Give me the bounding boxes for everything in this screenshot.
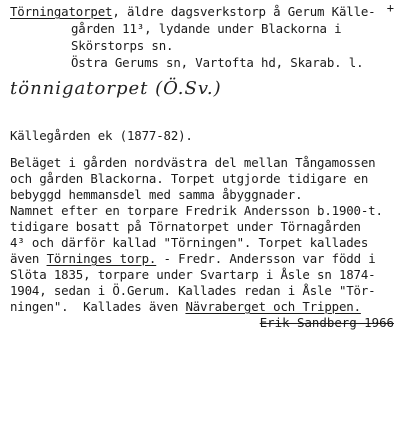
body-line-10-pre: ningen". Kallades även: [10, 299, 186, 314]
source-line: Källegården ek (1877-82).: [10, 128, 193, 143]
body-line-6: 4³ och därför kallad "Törningen". Torpet kallades: [10, 235, 369, 250]
header-line-3: Skörstorps sn.: [71, 38, 174, 53]
body-line-7-post: - Fredr. Andersson var född i: [156, 251, 376, 266]
body-line-1: Beläget i gården nordvästra del mellan Tångamossen: [10, 155, 376, 170]
body-line-8: Slöta 1835, torpare under Svartarp i Åsle sn 1874-: [10, 267, 376, 282]
alt-name-navraberget: Nävraberget och Trippen.: [185, 299, 361, 314]
body-line-9: 1904, sedan i Ö.Gerum. Kallades redan i Åsle "Tör-: [10, 283, 376, 298]
header-line-2: gården 11³, lydande under Blackorna i: [71, 21, 342, 36]
body-line-7-pre: även: [10, 251, 47, 266]
body-line-4: Namnet efter en torpare Fredrik Andersson b.1900-t.: [10, 203, 383, 218]
place-name: Törningatorpet: [10, 4, 113, 19]
body-line-5: tidigare bosatt på Törnatorpet under Törnagården: [10, 219, 361, 234]
body-line-10: [10, 299, 361, 315]
header-line-1: [10, 4, 376, 20]
body-line-2: och gården Blackorna. Torpet utgjorde tidigare en: [10, 171, 369, 186]
body-line-7: [10, 251, 376, 267]
header-line-4: Östra Gerums sn, Vartofta hd, Skarab. l.: [71, 55, 364, 70]
header-line-1-rest: , äldre dagsverkstorp å Gerum Källe-: [112, 4, 376, 19]
body-line-3: bebyggd hemmansdel med samma åbyggnader.: [10, 187, 303, 202]
handwritten-annotation: tönnigatorpet (Ö.Sv.): [10, 78, 222, 99]
signature: Erik Sandberg 1966: [259, 315, 394, 330]
alt-name-tornings-torp: Törninges torp.: [46, 251, 157, 266]
corner-mark: +: [386, 1, 394, 15]
